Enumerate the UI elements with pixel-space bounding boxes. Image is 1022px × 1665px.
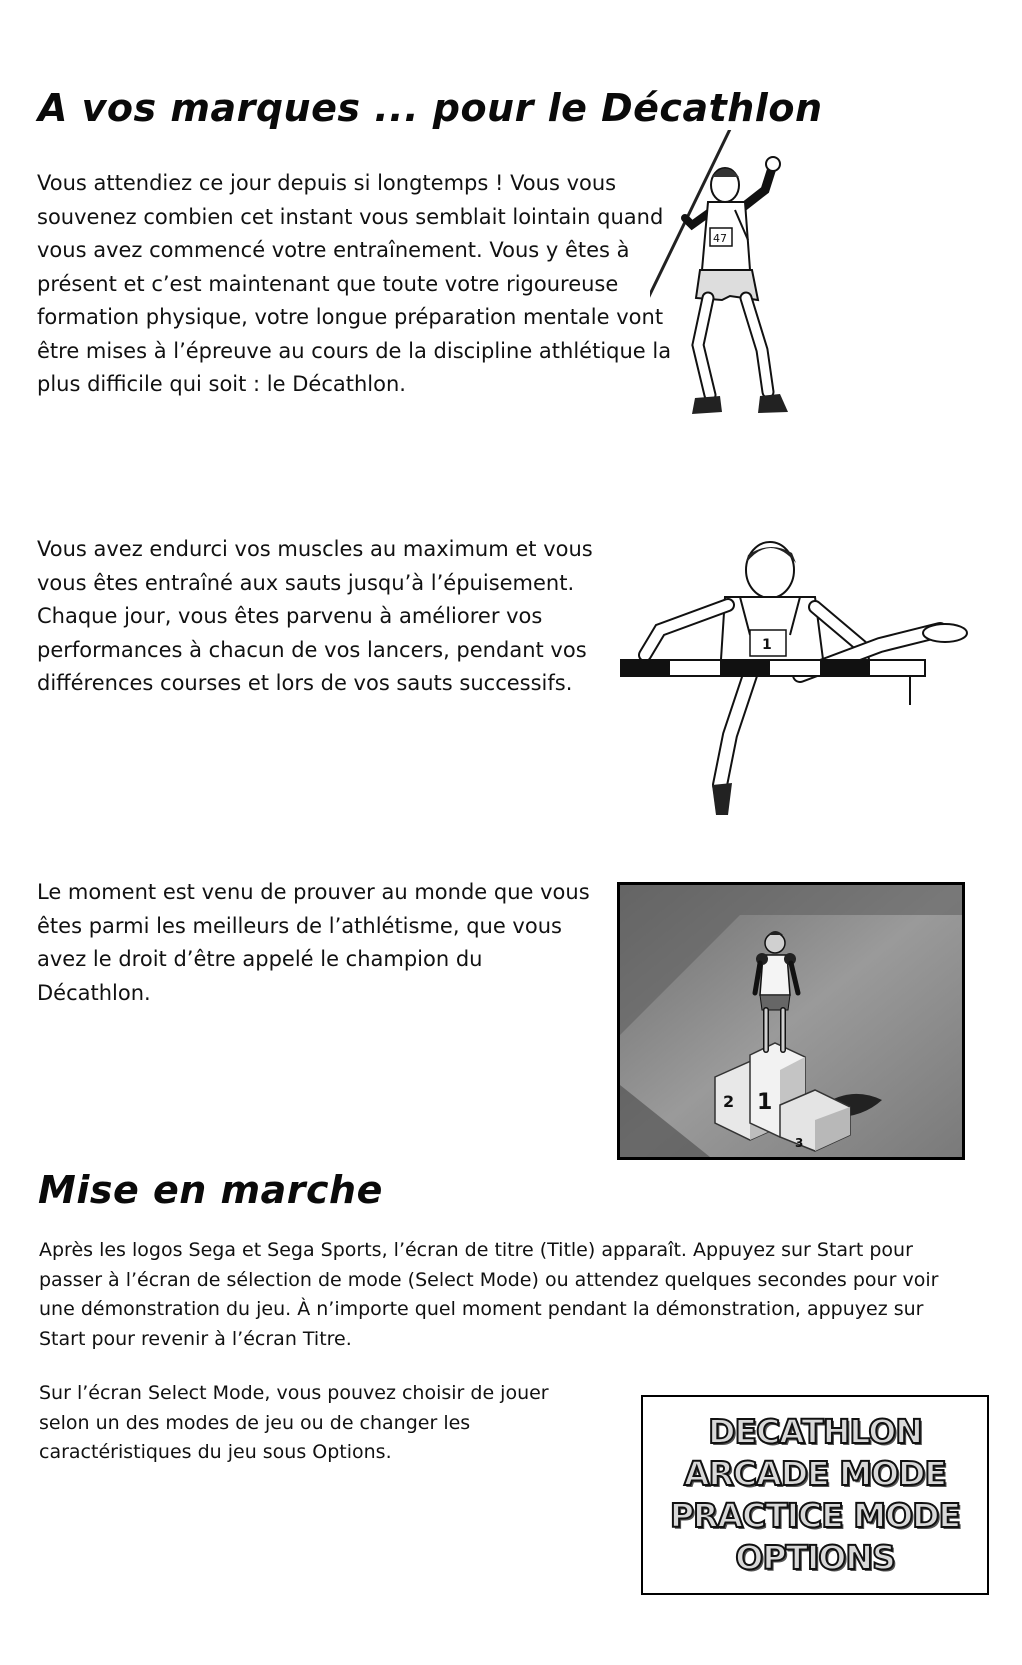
intro-paragraph-1: Vous attendiez ce jour depuis si longtemps ! Vous vous souvenez combien cet instant vous semblait lointain quand vous avez commencé votre entraînement. Vous y êtes à présent et c’est maintenant que toute votre rigoureuse formation physique, votre longue préparation mentale vont être mises à l’épreuve au cours de la discipline athlétique la plus difficile qui soit : le Décathlon.: [37, 171, 672, 396]
podium-game-screenshot: [617, 882, 965, 1160]
intro-paragraph-2: Vous avez endurci vos muscles au maximum et vous vous êtes entraîné aux sauts jusqu’à l’épuisement. Chaque jour, vous êtes parvenu à améliorer vos performances à chacun de vos lancers, pendant vos différences courses et lors de vos sauts successifs.: [37, 537, 593, 695]
podium-scene: [620, 885, 962, 1157]
intro-paragraph-3: Le moment est venu de prouver au monde que vous êtes parmi les meilleurs de l’athlétisme, que vous avez le droit d’être appelé le champion du Décathlon.: [37, 880, 590, 1005]
javelin-thrower-illustration: [650, 130, 850, 450]
menu-item-practice-mode: PRACTICE MODE: [669, 1496, 961, 1535]
podium-label-third: 3: [795, 1136, 804, 1150]
startup-paragraph-2: Sur l’écran Select Mode, vous pouvez choisir de jouer selon un des modes de jeu ou de changer les caractéristiques du jeu sous Options.: [39, 1382, 549, 1463]
menu-item-options: OPTIONS: [735, 1538, 895, 1577]
menu-item-arcade-mode: ARCADE MODE: [684, 1454, 946, 1493]
hurdler-illustration: [620, 535, 970, 835]
menu-item-decathlon: DECATHLON: [708, 1412, 922, 1451]
startup-paragraph-1: Après les logos Sega et Sega Sports, l’écran de titre (Title) apparaît. Appuyez sur Start pour passer à l’écran de sélection de mode (Select Mode) ou attendez quelques secondes pour voir une démonstration du jeu. À n’importe quel moment pendant la démonstration, appuyez sur Start pour revenir à l’écran Titre.: [39, 1239, 939, 1350]
page-title: A vos marques ... pour le Décathlon: [38, 86, 823, 130]
select-mode-menu-screenshot: [641, 1395, 989, 1595]
hurdler-bib-number: 1: [762, 637, 772, 653]
section-title-startup: Mise en marche: [38, 1168, 383, 1212]
podium-label-first: 1: [757, 1090, 773, 1115]
javelin-bib-number: 47: [713, 232, 727, 245]
podium-label-second: 2: [723, 1092, 735, 1111]
